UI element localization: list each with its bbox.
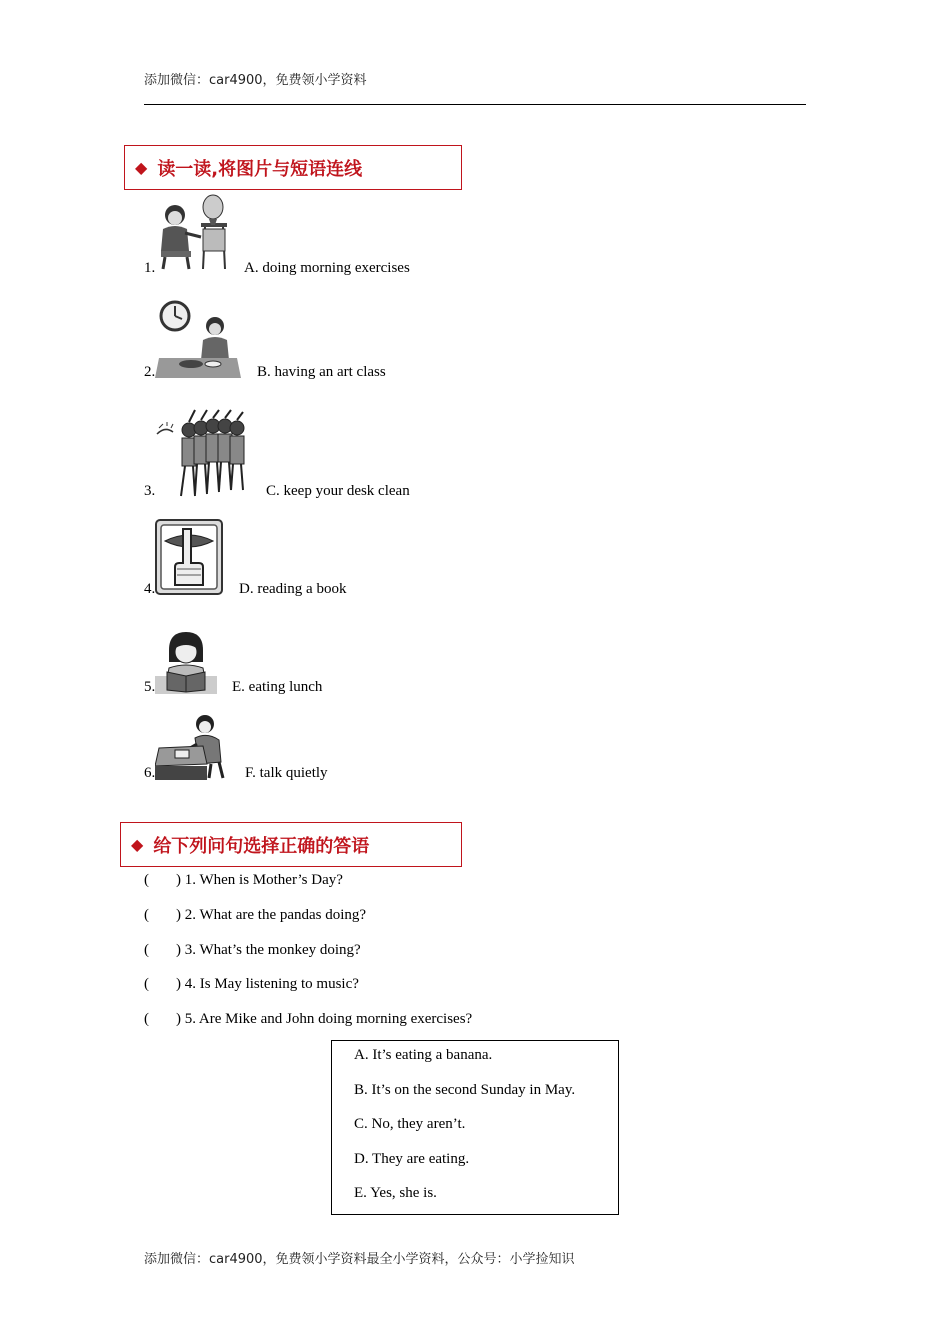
item-number: 4. bbox=[144, 581, 156, 597]
phrase-e: E. eating lunch bbox=[232, 679, 323, 695]
boy-cleaning-desk-icon bbox=[155, 712, 231, 780]
question-close-paren: ) bbox=[176, 907, 181, 923]
item-number: 2. bbox=[144, 364, 156, 380]
question-row bbox=[144, 942, 361, 959]
question-close-paren: ) bbox=[176, 872, 181, 888]
answer-blank[interactable]: ( bbox=[144, 976, 149, 992]
answer-option: E. Yes, she is. bbox=[354, 1185, 437, 1201]
answer-blank[interactable]: ( bbox=[144, 942, 149, 958]
phrase-d: D. reading a book bbox=[239, 581, 347, 597]
footer-text: 添加微信：car4900，免费领小学资料最全小学资料，公众号：小学捡知识 bbox=[144, 1252, 575, 1267]
question-close-paren: ) bbox=[176, 942, 181, 958]
item-number: 5. bbox=[144, 679, 156, 695]
header-divider bbox=[144, 104, 806, 105]
answer-option: C. No, they aren’t. bbox=[354, 1116, 466, 1132]
phrase-f: F. talk quietly bbox=[245, 765, 328, 781]
section2-title: 给下列问句选择正确的答语 bbox=[153, 835, 370, 857]
question-text: 2. What are the pandas doing? bbox=[184, 907, 367, 923]
question-row bbox=[144, 1011, 472, 1028]
boy-eating-clock-icon bbox=[155, 300, 241, 380]
girl-reading-icon bbox=[155, 628, 217, 694]
question-row bbox=[144, 907, 366, 924]
quiet-sign-icon bbox=[155, 519, 223, 595]
answer-blank[interactable]: ( bbox=[144, 907, 149, 923]
question-close-paren: ) bbox=[176, 976, 181, 992]
header-text: 添加微信：car4900，免费领小学资料 bbox=[144, 73, 367, 88]
answer-option: D. They are eating. bbox=[354, 1151, 470, 1167]
answer-option: B. It’s on the second Sunday in May. bbox=[354, 1082, 576, 1098]
answer-options-box bbox=[331, 1040, 619, 1215]
boy-painting-icon bbox=[155, 193, 231, 271]
item-number: 6. bbox=[144, 765, 156, 781]
section1-title-box bbox=[124, 145, 462, 190]
answer-blank[interactable]: ( bbox=[144, 1011, 149, 1027]
question-text: 5. Are Mike and John doing morning exercises? bbox=[184, 1011, 473, 1027]
section2-title-box bbox=[120, 822, 462, 867]
item-number: 1. bbox=[144, 260, 156, 276]
answer-option: A. It’s eating a banana. bbox=[354, 1047, 493, 1063]
kids-exercising-icon bbox=[155, 408, 251, 500]
phrase-b: B. having an art class bbox=[257, 364, 386, 380]
item-number: 3. bbox=[144, 483, 156, 499]
question-text: 1. When is Mother’s Day? bbox=[184, 872, 343, 888]
question-text: 3. What’s the monkey doing? bbox=[184, 942, 361, 958]
question-text: 4. Is May listening to music? bbox=[184, 976, 359, 992]
diamond-icon: ◆ bbox=[135, 158, 148, 177]
phrase-a: A. doing morning exercises bbox=[244, 260, 410, 276]
question-row bbox=[144, 872, 343, 889]
section1-title: 读一读,将图片与短语连线 bbox=[157, 158, 363, 180]
diamond-icon: ◆ bbox=[131, 835, 144, 854]
phrase-c: C. keep your desk clean bbox=[266, 483, 410, 499]
answer-blank[interactable]: ( bbox=[144, 872, 149, 888]
question-row bbox=[144, 976, 359, 993]
question-close-paren: ) bbox=[176, 1011, 181, 1027]
